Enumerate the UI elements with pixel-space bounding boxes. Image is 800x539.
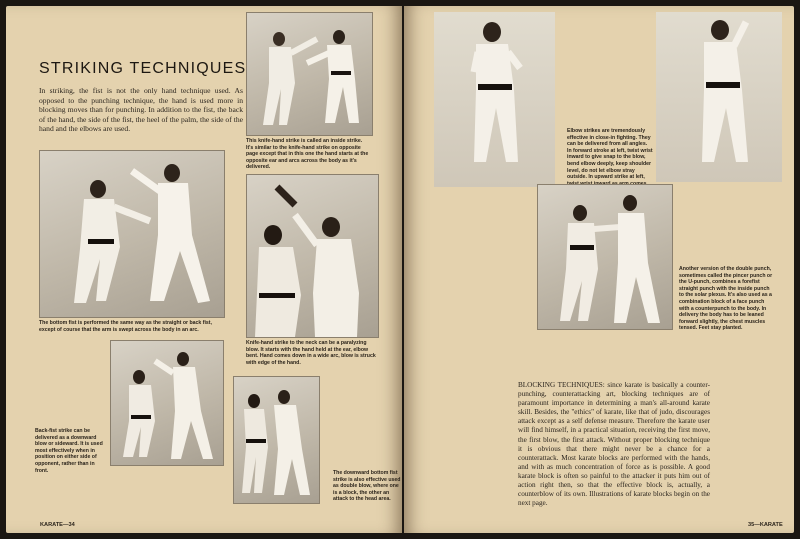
caption-double-punch: Another version of the double punch, sometimes called the pincer punch or the U-punch, combines a forefist straight punch with the inside punch to the solar plexus. It's also used as a combination block of a face punch with a counterpunch to the body. In delivery the body has to be leaned forward slightly, the chest muscles tensed. Feet stay planted.	[679, 266, 773, 332]
back-fist-figures	[111, 341, 223, 465]
downward-fist-photo	[233, 376, 320, 504]
back-fist-photo	[110, 340, 224, 466]
folio-right: 35—KARATE	[748, 522, 783, 528]
elbow-forward-figure	[434, 12, 555, 187]
bottom-fist-photo	[39, 150, 225, 318]
double-punch-figures	[538, 185, 672, 329]
blocking-techniques-text: BLOCKING TECHNIQUES: since karate is basically a counter-punching, counterattacking art, blocking techniques are of paramount importance in determining a man's all-around karate skill. Besides, the "ethics" of karate, like that of judo, discourages attack except as a self defense measure. Therefore the karate user will find himself, in a practical situation, receiving the first move, the first blow, the first attack. Without proper blocking technique it is obvious that there might never be a chance for a counterattack. Most karate blocks are performed with the hands, and with as much concentration of force as is possible. A good karate block is often so painful to the attacker it puts him out of action right then, so that the effective block is, actually, a counterblow of its own. Illustrations of karate blocks begin on the next page.	[518, 381, 710, 508]
caption-neck-strike: Knife-hand strike to the neck can be a paralyzing blow. It starts with the hand held at the ear, elbow bent. Hand comes down in a wide arc, blow is struck with edge of the hand.	[246, 340, 376, 366]
elbow-forward-photo	[434, 12, 555, 187]
caption-bottom-fist: The bottom fist is performed the same way as the straight or back fist, except of course that the arm is swept across the body in an arc.	[39, 320, 212, 333]
neck-strike-photo	[246, 174, 379, 338]
double-punch-photo	[537, 184, 673, 330]
page-title: STRIKING TECHNIQUES	[39, 60, 247, 77]
caption-downward-fist: The downward bottom fist strike is also effective used as double blow, where one is a block, the other an attack to the head area.	[333, 470, 401, 503]
caption-back-fist: Back-fist strike can be delivered as a downward blow or sideward. It is used most effectively when in position on either side of opponent, rather than in front.	[35, 428, 103, 474]
knife-hand-photo	[246, 12, 373, 136]
bottom-fist-figures	[40, 151, 224, 317]
elbow-upward-figure	[656, 12, 782, 182]
knife-hand-figures	[247, 13, 372, 135]
caption-knife-hand: This knife-hand strike is called an inside strike. It's similar to the knife-hand strike on opposite page except that in this one the hand starts at the opposite ear and arcs across the body as it's delivered.	[246, 138, 369, 171]
intro-paragraph: In striking, the fist is not the only hand technique used. As opposed to the punching technique, the hand is used more in blocking moves than for punching. In addition to the fist, the back of the hand, the side of the fist, the heel of the palm, the side of the hand and the elbows are used.	[39, 86, 243, 134]
downward-fist-figures	[234, 377, 319, 503]
caption-elbow: Elbow strikes are tremendously effective in close-in fighting. They can be delivered from all angles. In forward stroke at left, twist wrist inward to give snap to the blow, bend elbow deeply, keep shoulder level, do not let elbow stray outside. In upward strike at left,	[567, 128, 653, 181]
folio-left: KARATE—34	[40, 522, 75, 528]
elbow-upward-photo	[656, 12, 782, 182]
neck-strike-figures	[247, 175, 378, 337]
